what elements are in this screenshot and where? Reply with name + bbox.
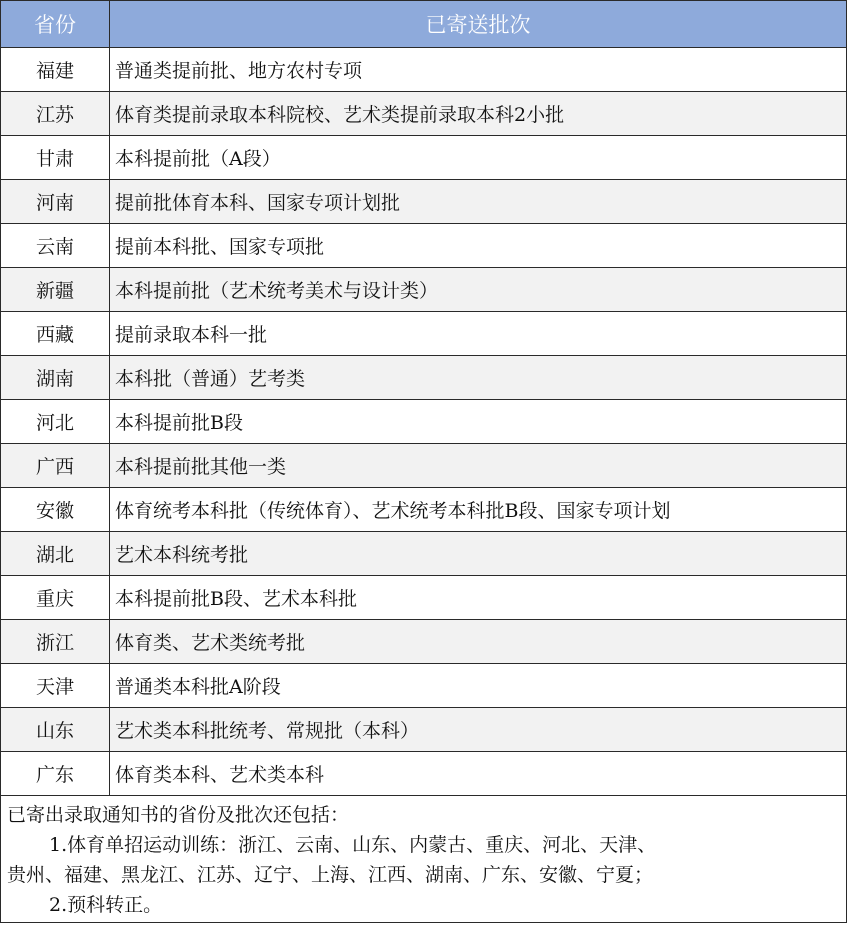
note-cell (1, 796, 847, 923)
province-cell: 河南 (1, 180, 110, 224)
table-row (1, 312, 847, 356)
table-row (1, 224, 847, 268)
table-row (1, 444, 847, 488)
batch-cell: 提前本科批、国家专项批 (110, 224, 847, 268)
header-batch: 已寄送批次 (110, 1, 847, 48)
note-item1-line1: 1.体育单招运动训练：浙江、云南、山东、内蒙古、重庆、河北、天津、 (49, 834, 657, 856)
batch-cell: 本科提前批（A段） (110, 136, 847, 180)
table-row (1, 752, 847, 796)
note-intro: 已寄出录取通知书的省份及批次还包括： (7, 804, 350, 826)
province-cell: 广东 (1, 752, 110, 796)
province-cell: 山东 (1, 708, 110, 752)
batch-cell: 体育类本科、艺术类本科 (110, 752, 847, 796)
table-row (1, 488, 847, 532)
table-row (1, 92, 847, 136)
header-province: 省份 (1, 1, 110, 48)
table-body (1, 48, 847, 796)
batch-cell: 提前录取本科一批 (110, 312, 847, 356)
province-cell: 云南 (1, 224, 110, 268)
table-row (1, 532, 847, 576)
note-item2: 2.预科转正。 (49, 894, 163, 916)
table-row (1, 48, 847, 92)
note-row (1, 796, 847, 923)
table-row (1, 664, 847, 708)
table-row (1, 708, 847, 752)
table-row (1, 576, 847, 620)
province-cell: 西藏 (1, 312, 110, 356)
batch-cell: 本科提前批其他一类 (110, 444, 847, 488)
province-cell: 浙江 (1, 620, 110, 664)
batch-cell: 普通类本科批A阶段 (110, 664, 847, 708)
table-row (1, 620, 847, 664)
table-row (1, 136, 847, 180)
batch-cell: 艺术类本科批统考、常规批（本科） (110, 708, 847, 752)
table-row (1, 180, 847, 224)
batch-cell: 普通类提前批、地方农村专项 (110, 48, 847, 92)
province-cell: 江苏 (1, 92, 110, 136)
batch-cell: 本科提前批（艺术统考美术与设计类） (110, 268, 847, 312)
province-cell: 福建 (1, 48, 110, 92)
province-cell: 广西 (1, 444, 110, 488)
table-row (1, 356, 847, 400)
batch-cell: 体育类提前录取本科院校、艺术类提前录取本科2小批 (110, 92, 847, 136)
note-item1-line2: 贵州、福建、黑龙江、江苏、辽宁、上海、江西、湖南、广东、安徽、宁夏； (7, 864, 654, 886)
batch-cell: 体育类、艺术类统考批 (110, 620, 847, 664)
batch-cell: 本科提前批B段 (110, 400, 847, 444)
province-cell: 重庆 (1, 576, 110, 620)
batch-cell: 提前批体育本科、国家专项计划批 (110, 180, 847, 224)
table-header-row (1, 1, 847, 48)
province-cell: 湖北 (1, 532, 110, 576)
province-cell: 甘肃 (1, 136, 110, 180)
table-row (1, 400, 847, 444)
province-cell: 天津 (1, 664, 110, 708)
batch-cell: 本科提前批B段、艺术本科批 (110, 576, 847, 620)
province-cell: 安徽 (1, 488, 110, 532)
province-cell: 湖南 (1, 356, 110, 400)
batch-cell: 本科批（普通）艺考类 (110, 356, 847, 400)
province-cell: 新疆 (1, 268, 110, 312)
batch-cell: 体育统考本科批（传统体育）、艺术统考本科批B段、国家专项计划 (110, 488, 847, 532)
batch-cell: 艺术本科统考批 (110, 532, 847, 576)
province-cell: 河北 (1, 400, 110, 444)
table-row (1, 268, 847, 312)
